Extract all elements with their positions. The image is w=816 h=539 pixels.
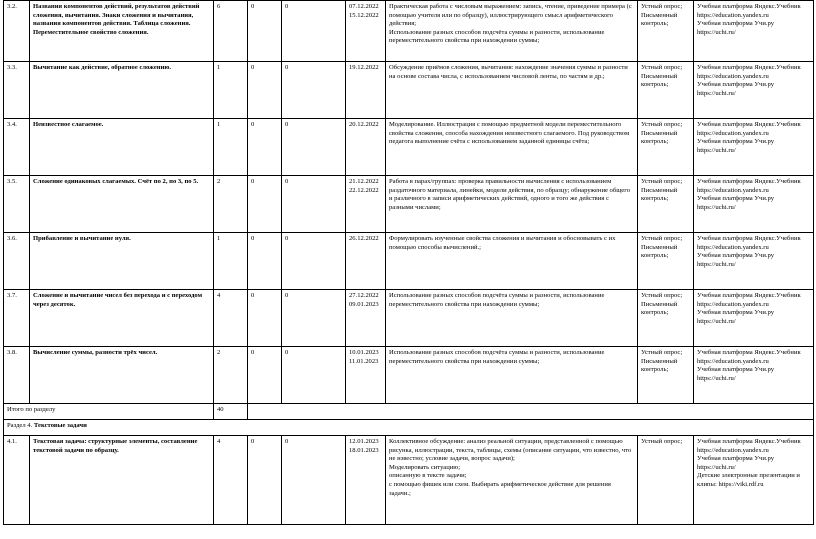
topic-cell: Текстовая задача: структурные элементы, составление текстовой задачи по образцу. (30, 436, 214, 525)
row-number: 3.7. (4, 290, 30, 347)
activity-cell: Формулировать изученные свойства сложения и вычитания и обосновывать с их помощью способы вычислений.; (386, 233, 638, 290)
activity-cell: Моделирование. Иллюстрация с помощью предметной модели переместительного свойства сложения, способа нахождения неизвестного слагаемого. Под руководством педагога выполнение счёта с использованием заданной единицы счёта; (386, 119, 638, 176)
practical-cell: 0 (282, 347, 346, 404)
forms-cell: Устный опрос; Письменный контроль; (638, 176, 694, 233)
hours-cell: 4 (214, 436, 248, 525)
total-empty-cell (248, 404, 814, 420)
forms-cell: Устный опрос; Письменный контроль; (638, 1, 694, 62)
table-body (4, 1, 814, 525)
total-hours: 40 (214, 404, 248, 420)
date-cell: 26.12.2022 (346, 233, 386, 290)
table-row (4, 233, 814, 290)
hours-cell: 1 (214, 233, 248, 290)
forms-cell: Устный опрос; Письменный контроль; (638, 62, 694, 119)
row-number: 3.2. (4, 1, 30, 62)
forms-cell: Устный опрос; Письменный контроль; (638, 290, 694, 347)
forms-cell: Устный опрос; Письменный контроль; (638, 233, 694, 290)
section-title-cell (4, 420, 814, 436)
section-total-row (4, 404, 814, 420)
topic-cell: Названия компонентов действий, результатов действий сложения, вычитания. Знаки сложения и вычитания, названия компонентов действия. Таблица сложения. Переместительное свойство сложения. (30, 1, 214, 62)
topic-cell: Неизвестное слагаемое. (30, 119, 214, 176)
activity-cell: Практическая работа с числовым выражением: запись, чтение, приведение примера (с помощью учителя или по образцу), иллюстрирующего смысл арифметического действия; Использование разных способов подсчёта суммы и разности, использование переместительного свойства при нахождении суммы; (386, 1, 638, 62)
hours-cell: 4 (214, 290, 248, 347)
practical-cell: 0 (282, 62, 346, 119)
activity-cell: Работа в парах/группах: проверка правильности вычисления с использованием раздаточного материала, линейки, модели действия, по образцу; обнаружение общего и различного в записи арифметических действий, одного и того же действия с разными числами; (386, 176, 638, 233)
row-number: 3.8. (4, 347, 30, 404)
forms-cell: Устный опрос; Письменный контроль; (638, 347, 694, 404)
topic-cell: Сложение одинаковых слагаемых. Счёт по 2, по 3, по 5. (30, 176, 214, 233)
control-cell: 0 (248, 290, 282, 347)
table-row (4, 176, 814, 233)
topic-cell: Сложение и вычитание чисел без перехода и с переходом через десяток. (30, 290, 214, 347)
forms-cell: Устный опрос; (638, 436, 694, 525)
topic-cell: Вычитание как действие, обратное сложению. (30, 62, 214, 119)
hours-cell: 2 (214, 347, 248, 404)
resources-cell: Учебная платформа Яндекс.Учебник https://education.yandex.ru Учебная платформа Учи.ру https://uchi.ru/ (694, 347, 814, 404)
hours-cell: 2 (214, 176, 248, 233)
resources-cell: Учебная платформа Яндекс.Учебник https://education.yandex.ru Учебная платформа Учи.ру https://uchi.ru/ (694, 290, 814, 347)
date-cell: 20.12.2022 (346, 119, 386, 176)
row-number: 3.5. (4, 176, 30, 233)
table-row (4, 119, 814, 176)
date-cell: 21.12.2022 22.12.2022 (346, 176, 386, 233)
resources-cell: Учебная платформа Яндекс.Учебник https://education.yandex.ru Учебная платформа Учи.ру https://uchi.ru/ Детские электронные презентации и клипы: https://viki.rdf.ru (694, 436, 814, 525)
row-number: 3.3. (4, 62, 30, 119)
table-row (4, 62, 814, 119)
practical-cell: 0 (282, 290, 346, 347)
date-cell: 10.01.2023 11.01.2023 (346, 347, 386, 404)
table-row (4, 1, 814, 62)
control-cell: 0 (248, 62, 282, 119)
activity-cell: Коллективное обсуждение: анализ реальной ситуации, представленной с помощью рисунка, иллюстрации, текста, таблицы, схемы (описание ситуации, что известно, что не известно; условие задачи, вопрос задачи); Моделировать ситуацию; описанную в тексте задачи; с помощью фишек или схем. Выбирать арифметическое действие для решения задачи.; (386, 436, 638, 525)
date-cell: 07.12.2022 15.12.2022 (346, 1, 386, 62)
practical-cell: 0 (282, 176, 346, 233)
activity-cell: Использование разных способов подсчёта суммы и разности, использование переместительного свойства при нахождении суммы; (386, 290, 638, 347)
table-row (4, 290, 814, 347)
topic-cell: Вычисление суммы, разности трёх чисел. (30, 347, 214, 404)
practical-cell: 0 (282, 119, 346, 176)
activity-cell: Использование разных способов подсчёта суммы и разности, использование переместительного свойства при нахождении суммы; (386, 347, 638, 404)
hours-cell: 1 (214, 119, 248, 176)
section-title: Текстовые задачи (33, 422, 87, 429)
section-prefix: Раздел 4. (7, 422, 34, 429)
resources-cell: Учебная платформа Яндекс.Учебник https://education.yandex.ru Учебная платформа Учи.ру https://uchi.ru/ (694, 233, 814, 290)
table-row (4, 436, 814, 525)
topic-cell: Прибавление и вычитание нуля. (30, 233, 214, 290)
resources-cell: Учебная платформа Яндекс.Учебник https://education.yandex.ru Учебная платформа Учи.ру https://uchi.ru/ (694, 62, 814, 119)
resources-cell: Учебная платформа Яндекс.Учебник https://education.yandex.ru Учебная платформа Учи.ру https://uchi.ru/ (694, 1, 814, 62)
section-header-row (4, 420, 814, 436)
row-number: 3.4. (4, 119, 30, 176)
row-number: 3.6. (4, 233, 30, 290)
activity-cell: Обсуждение приёмов сложения, вычитания: нахождение значения суммы и разности на основе состава числа, с использованием числовой ленты, по частям и др.; (386, 62, 638, 119)
resources-cell: Учебная платформа Яндекс.Учебник https://education.yandex.ru Учебная платформа Учи.ру https://uchi.ru/ (694, 176, 814, 233)
control-cell: 0 (248, 347, 282, 404)
control-cell: 0 (248, 1, 282, 62)
hours-cell: 6 (214, 1, 248, 62)
control-cell: 0 (248, 436, 282, 525)
date-cell: 27.12.2022 09.01.2023 (346, 290, 386, 347)
row-number: 4.1. (4, 436, 30, 525)
date-cell: 19.12.2022 (346, 62, 386, 119)
hours-cell: 1 (214, 62, 248, 119)
control-cell: 0 (248, 119, 282, 176)
forms-cell: Устный опрос; Письменный контроль; (638, 119, 694, 176)
curriculum-table (3, 0, 814, 525)
practical-cell: 0 (282, 436, 346, 525)
control-cell: 0 (248, 233, 282, 290)
total-label: Итого по разделу (4, 404, 214, 420)
practical-cell: 0 (282, 233, 346, 290)
date-cell: 12.01.2023 18.01.2023 (346, 436, 386, 525)
resources-cell: Учебная платформа Яндекс.Учебник https://education.yandex.ru Учебная платформа Учи.ру https://uchi.ru/ (694, 119, 814, 176)
practical-cell: 0 (282, 1, 346, 62)
control-cell: 0 (248, 176, 282, 233)
table-row (4, 347, 814, 404)
